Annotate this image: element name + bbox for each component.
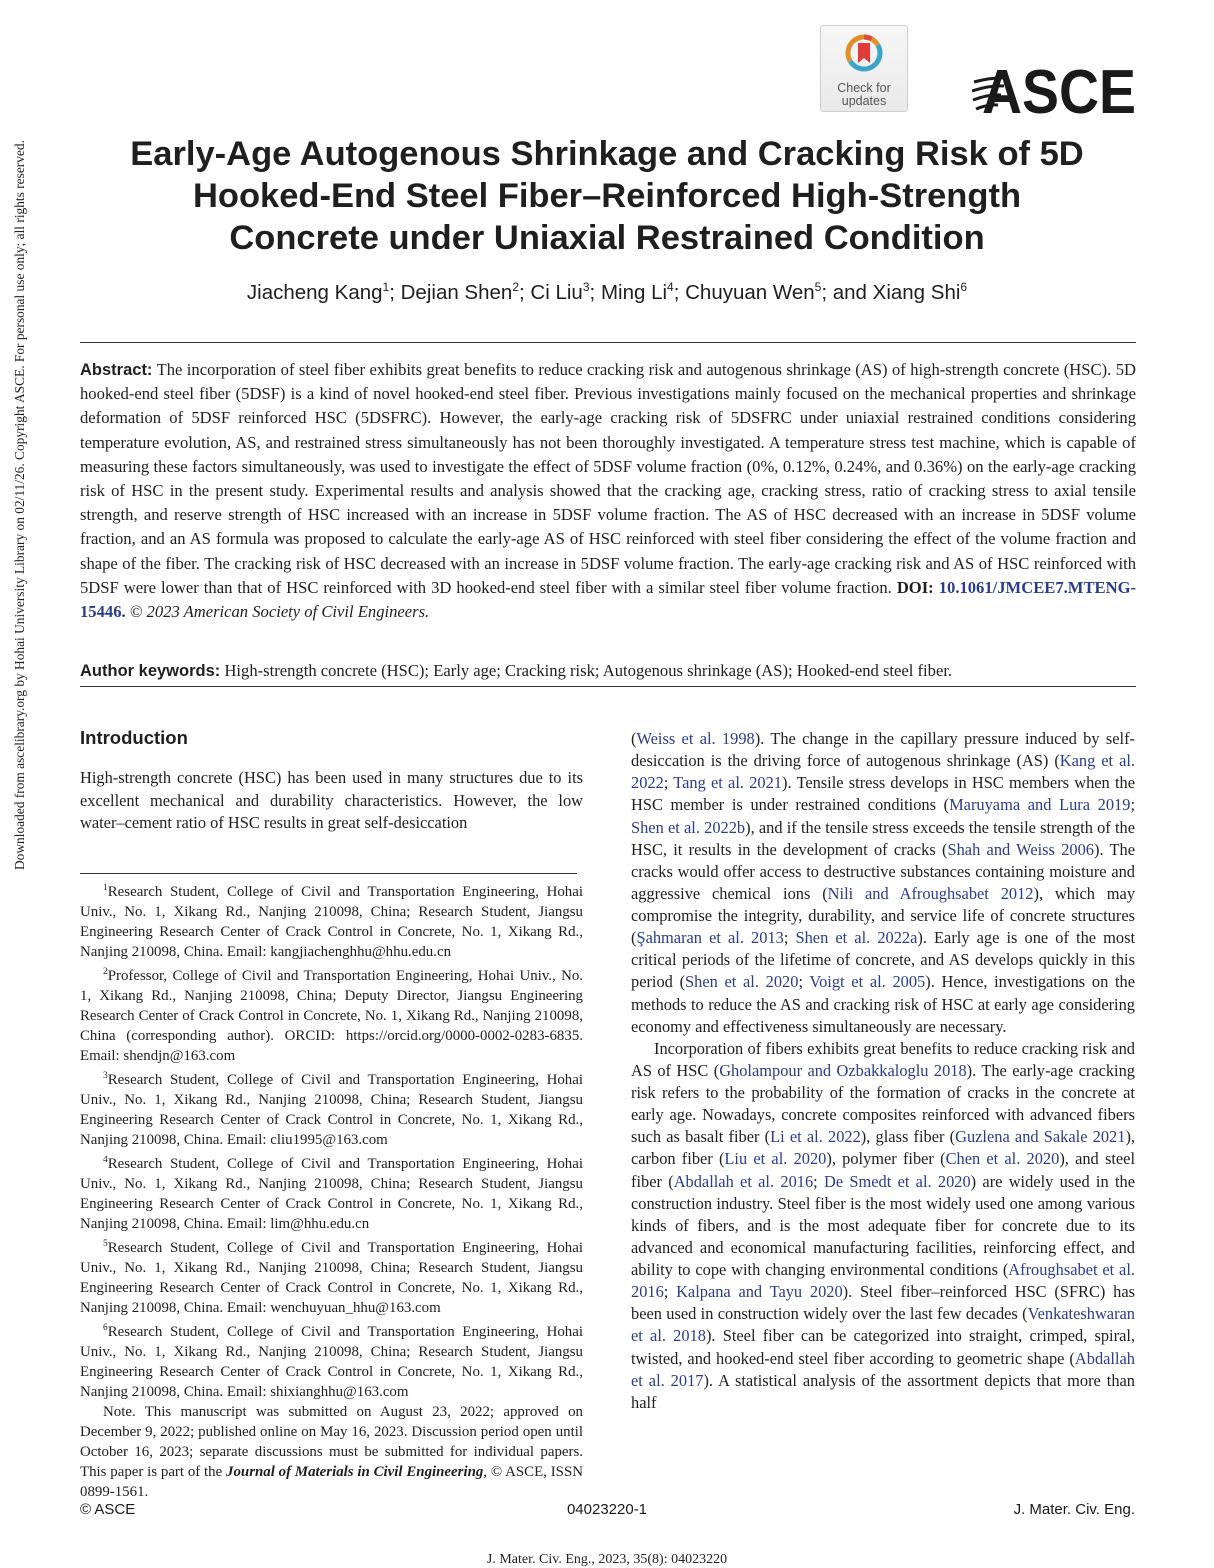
paragraph-text: ;	[663, 773, 674, 793]
author-affiliation-number: 6	[960, 280, 968, 294]
bookmark-ring-icon	[842, 31, 886, 75]
author-affiliation-number: 1	[382, 280, 390, 294]
citation-link[interactable]: Gholampour and Ozbakkaloglu 2018	[719, 1060, 967, 1080]
author-keywords	[80, 659, 1136, 683]
asce-logo-text: ASCE	[982, 60, 1136, 116]
footnote	[80, 1234, 583, 1318]
paragraph-text: ), which may compromise the integrity, durability, and service life of concrete structures (	[631, 883, 1136, 948]
keywords-label: Author keywords:	[80, 662, 221, 680]
author-name: Xiang Shi	[872, 280, 961, 304]
intro-paragraph: High-strength concrete (HSC) has been used in many structures due to its excellent mechanical and durability characteristics. However, the low water–cement ratio of HSC results in great self-desiccation	[80, 768, 583, 832]
abstract	[80, 358, 1136, 624]
manuscript-note	[80, 1402, 583, 1502]
author-affiliation-number: 5	[814, 280, 822, 294]
footnote	[80, 1318, 583, 1402]
footnote-number: 3	[103, 1070, 108, 1081]
paragraph-text: ). Tensile stress develops in HSC members when the HSC member is under restrained conditions (	[631, 773, 1135, 815]
doi-label: DOI:	[896, 577, 934, 597]
punctuation: (	[631, 729, 637, 748]
paragraph-text: Incorporation of fibers exhibits great benefits to reduce cracking risk and AS of HSC (	[631, 1038, 1135, 1080]
title-line-2: Hooked-End Steel Fiber–Reinforced High-Strength	[192, 177, 1022, 215]
footnote-number: 2	[103, 966, 108, 977]
doi-link[interactable]: 10.1061/JMCEE7.MTENG-15446.	[80, 577, 1136, 622]
footnotes	[80, 878, 583, 1502]
footnote-text: Research Student, College of Civil and Transportation Engineering, Hohai Univ., No. 1, Xikang Rd., Nanjing 210098, China; Research Student, Jiangsu Engineering Research Center of Crack Control in Concrete, No. 1, Xikang Rd., Nanjing 210098, China. Email: shixianghhu@163.com	[80, 1323, 583, 1400]
footnote-text: Research Student, College of Civil and Transportation Engineering, Hohai Univ., No. 1, Xikang Rd., Nanjing 210098, China; Research Student, Jiangsu Engineering Research Center of Crack Control in Concrete, No. 1, Xikang Rd., Nanjing 210098, China. Email: wenchuyuan_hhu@163.com	[80, 1239, 583, 1316]
footnote-number: 4	[103, 1154, 108, 1165]
footer-article-number: 04023220-1	[566, 1501, 648, 1518]
author-separator: ;	[519, 280, 531, 304]
citation-link[interactable]: Venkateshwaran et al. 2018	[631, 1304, 1135, 1346]
paragraph-text: ;	[813, 1171, 824, 1191]
citation-link[interactable]: Nili and Afroughsabet 2012	[827, 883, 1034, 903]
paper-title	[60, 133, 1154, 259]
author-affiliation-number: 3	[582, 280, 590, 294]
citation-link[interactable]: Guzlena and Sakale 2021	[955, 1127, 1126, 1147]
paragraph-text: ). Steel fiber can be categorized into straight, crimped, spiral, twisted, and hooked-end steel fiber according to geometric shape (	[631, 1326, 1135, 1368]
paragraph-text: ), and steel fiber (	[631, 1149, 1136, 1191]
section-heading: Introduction	[80, 727, 188, 748]
footnote	[80, 878, 583, 962]
citation-link[interactable]: Chen et al. 2020	[945, 1149, 1060, 1169]
footnote-number: 6	[103, 1322, 108, 1333]
citation-link[interactable]: Shen et al. 2020	[685, 972, 799, 992]
citation-link[interactable]: Shah and Weiss 2006	[947, 839, 1094, 859]
footnote-text: Research Student, College of Civil and Transportation Engineering, Hohai Univ., No. 1, Xikang Rd., Nanjing 210098, China; Research Student, Jiangsu Engineering Research Center of Crack Control in Concrete, No. 1, Xikang Rd., Nanjing 210098, China. Email: kangjiachenghhu@hhu.edu.cn	[80, 883, 583, 960]
footer-journal: J. Mater. Civ. Eng.	[1013, 1501, 1135, 1518]
author-name: Ci Liu	[530, 280, 583, 304]
paragraph-text: ). Early age is one of the most critical periods of the lifetime of concrete, and AS develops quickly in this period (	[631, 928, 1136, 992]
paragraph-text: ). Steel fiber–reinforced HSC (SFRC) has been used in construction widely over the last few decades (	[631, 1282, 1135, 1324]
citation-link[interactable]: De Smedt et al. 2020	[824, 1171, 971, 1191]
author-separator: ;	[589, 280, 601, 304]
citation-link[interactable]: Afroughsabet et al. 2016	[631, 1260, 1135, 1302]
citation-link[interactable]: Abdallah et al. 2017	[631, 1348, 1135, 1390]
footnote	[80, 962, 583, 1066]
footnote-number: 5	[103, 1238, 108, 1249]
footnote-text: Research Student, College of Civil and Transportation Engineering, Hohai Univ., No. 1, Xikang Rd., Nanjing 210098, China; Research Student, Jiangsu Engineering Research Center of Crack Control in Concrete, No. 1, Xikang Rd., Nanjing 210098, China. Email: lim@hhu.edu.cn	[80, 1155, 583, 1232]
paragraph-text: ). The cracks would offer access to destructive substances containing moisture and aggressive chemical ions (	[631, 839, 1135, 903]
citation-line: J. Mater. Civ. Eng., 2023, 35(8): 04023220	[486, 1552, 728, 1567]
abstract-body: The incorporation of steel fiber exhibits great benefits to reduce cracking risk and autogenous shrinkage (AS) of high-strength concrete (HSC). 5D hooked-end steel fiber (5DSF) is a kind of novel hooked-end steel fiber. Previous investigations mainly focused on the mechanical properties and shrinkage deformation of 5DSF reinforced HSC (5DSFRC). However, the early-age cracking risk of 5DSFRC under uniaxial restrained conditions considering temperature evolution, AS, and restrained stress simultaneously has not been thoroughly investigated. A temperature stress test machine, which is capable of measuring these factors simultaneously, was used to investigate the effect of 5DSF volume fraction (0%, 0.12%, 0.24%, and 0.36%) on the early-age cracking risk of HSC in the present study. Experimental results and analysis showed that the cracking age, cracking stress, ratio of cracking stress to axial tensile strength, and reserve strength of HSC increased with an increase in 5DSF volume fraction. The AS of HSC decreased with an increase in 5DSF volume fraction, and an AS formula was proposed to calculate the early-age AS of HSC reinforced with steel fiber considering the effect of the volume fraction and shape of the fiber. The cracking risk of HSC decreased with an increase in 5DSF volume fraction. The early-age cracking risk and AS of HSC reinforced with 5DSF were lower than that of HSC reinforced with 3D hooked-end steel fiber with a similar steel fiber volume fraction.	[80, 360, 1136, 597]
keywords-text: High-strength concrete (HSC); Early age; Cracking risk; Autogenous shrinkage (AS); Hooked-end steel fiber.	[224, 661, 953, 680]
paragraph-text: ). A statistical analysis of the assortment depicts that more than half	[631, 1370, 1135, 1412]
author-name: Ming Li	[600, 280, 668, 304]
citation-link[interactable]: Shen et al. 2022a	[795, 928, 918, 948]
abstract-copyright: © 2023 American Society of Civil Engineers.	[129, 602, 430, 622]
footnote	[80, 1150, 583, 1234]
author-separator: ;	[389, 280, 401, 304]
paragraph-text: ) are widely used in the construction industry. Steel fiber is the most widely used one among various kinds of fibers, and is the most adequate fiber for concrete due to its advanced and economical manufacturing facilities, reinforcing effect, and ability to cope with changing environmental conditions (	[631, 1171, 1135, 1279]
citation-link[interactable]: Maruyama and Lura 2019	[949, 795, 1131, 815]
footnote-text: Research Student, College of Civil and Transportation Engineering, Hohai Univ., No. 1, Xikang Rd., Nanjing 210098, China; Research Student, Jiangsu Engineering Research Center of Crack Control in Concrete, No. 1, Xikang Rd., Nanjing 210098, China. Email: cliu1995@163.com	[80, 1071, 583, 1148]
download-notice: Downloaded from ascelibrary.org by Hohai University Library on 02/11/26. Copyright ASCE. For personal use only; all rights reserved.	[12, 140, 27, 870]
footnote-number: 1	[103, 883, 108, 893]
citation-link[interactable]: Abdallah et al. 2016	[673, 1171, 814, 1191]
footnote-divider	[80, 873, 577, 874]
author-affiliation-number: 4	[667, 280, 674, 294]
citation-link[interactable]: Li et al. 2022	[770, 1127, 861, 1147]
divider	[80, 686, 1136, 687]
author-list	[60, 280, 1154, 305]
check-for-updates-button[interactable]	[820, 25, 908, 112]
paragraph-text: ), polymer fiber (	[826, 1149, 946, 1169]
title-line-3: Concrete under Uniaxial Restrained Condition	[229, 219, 985, 257]
paragraph-text: ;	[798, 972, 810, 992]
badge-line-1: Check for	[837, 81, 891, 95]
note-tail: , © ASCE, ISSN 0899-1561.	[80, 1463, 583, 1500]
author-name: Chuyuan Wen	[685, 280, 815, 304]
author-name: Dejian Shen	[400, 280, 513, 304]
footnote-text: Professor, College of Civil and Transportation Engineering, Hohai Univ., No. 1, Xikang Rd., Nanjing 210098, China; Deputy Director, Jiangsu Engineering Research Center of Crack Control in Concrete, No. 1, Xikang Rd., Nanjing 210098, China (corresponding author). ORCID: https://orcid.org/0000-0002-0283-6835. Email: shendjn@163.com	[80, 967, 583, 1064]
paragraph	[631, 728, 1135, 1038]
paragraph	[631, 1038, 1135, 1414]
author-separator: ;	[673, 280, 686, 304]
paragraph-text: ). Hence, investigations on the methods to reduce the AS and cracking risk of HSC at early age considering economy and effectiveness simultaneously are necessary.	[631, 972, 1135, 1036]
footnote	[80, 1066, 583, 1150]
paragraph-text: ;	[783, 928, 796, 948]
author-separator: ; and	[821, 280, 873, 304]
paragraph-text: ). The early-age cracking risk refers to the probability of the formation of cracks in the concrete at early age. Nowadays, concrete composites reinforced with advanced fibers such as basalt fiber (	[631, 1060, 1136, 1147]
citation-link[interactable]: Voigt et al. 2005	[809, 972, 926, 992]
citation-link[interactable]: Liu et al. 2020	[724, 1149, 827, 1169]
badge-line-2: updates	[841, 94, 887, 108]
paragraph-text: ), glass fiber (	[860, 1127, 956, 1147]
author-affiliation-number: 2	[512, 280, 520, 294]
journal-name: Journal of Materials in Civil Engineering	[226, 1463, 484, 1480]
right-column	[631, 728, 1135, 1414]
title-line-1: Early-Age Autogenous Shrinkage and Cracking Risk of 5D	[130, 135, 1084, 173]
citation-link[interactable]: Weiss et al. 1998	[636, 729, 755, 748]
paragraph-text: ). The change in the capillary pressure induced by self-desiccation is the driving force of autogenous shrinkage (AS) (	[631, 729, 1136, 771]
citation-link[interactable]: Shen et al. 2022b	[631, 817, 746, 837]
citation-link[interactable]: Şahmaran et al. 2013	[636, 928, 784, 948]
author-name: Jiacheng Kang	[246, 280, 383, 304]
citation-link[interactable]: Kalpana and Tayu 2020	[676, 1282, 843, 1302]
citation-link[interactable]: Kang et al. 2022	[631, 751, 1135, 793]
footer-copyright: © ASCE	[80, 1501, 136, 1518]
note-text: Note. This manuscript was submitted on August 23, 2022; approved on December 9, 2022; published online on May 16, 2023. Discussion period open until October 16, 2023; separate discussions must be submitted for individual papers. This paper is part of the	[80, 1403, 583, 1480]
abstract-label: Abstract:	[80, 361, 153, 379]
paragraph-text: ), carbon fiber (	[631, 1127, 1136, 1169]
citation-link[interactable]: Tang et al. 2021	[673, 773, 782, 793]
paragraph-text: ), and if the tensile stress exceeds the tensile strength of the HSC, it results in the development of cracks (	[631, 817, 1135, 859]
paragraph-text: ;	[1130, 795, 1136, 815]
divider	[80, 342, 1136, 343]
asce-logo	[972, 60, 1138, 116]
paragraph-text: ;	[663, 1282, 677, 1302]
